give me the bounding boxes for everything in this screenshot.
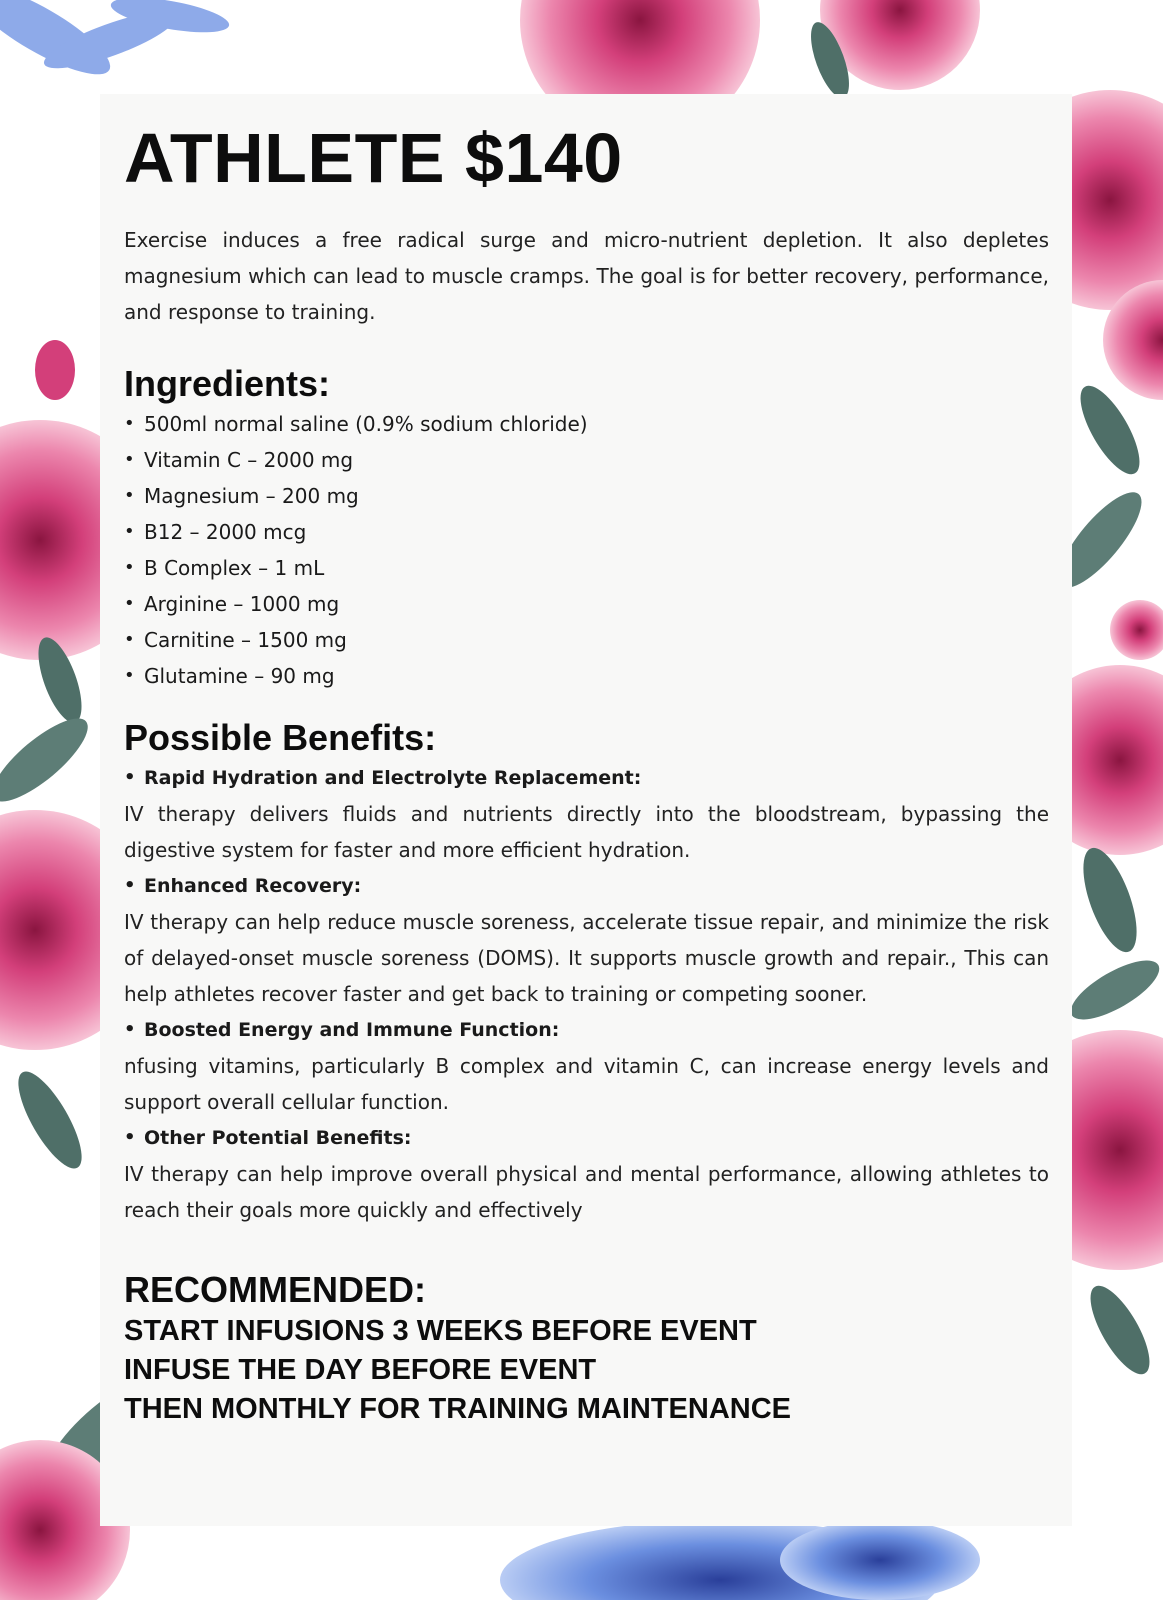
benefits-heading: Possible Benefits: — [124, 717, 437, 758]
recommended-line: THEN MONTHLY FOR TRAINING MAINTENANCE — [124, 1393, 791, 1425]
ingredient-item: • Glutamine – 90 mg — [124, 658, 1049, 694]
blue-leaf-cluster-top-left — [0, 0, 232, 89]
ingredient-item: • 500ml normal saline (0.9% sodium chloride) — [124, 406, 1049, 442]
ingredient-item: • Carnitine – 1500 mg — [124, 622, 1049, 658]
benefit-title: • Other Potential Benefits: — [124, 1120, 1049, 1156]
blue-flower-bottom — [500, 1520, 980, 1600]
ingredient-item: • Magnesium – 200 mg — [124, 478, 1049, 514]
benefit-text: IV therapy delivers fluids and nutrients directly into the bloodstream, bypassing the digestive system for faster and more efficient hydration. — [124, 802, 1049, 862]
ingredients-list — [124, 406, 1049, 694]
page-title: ATHLETE $140 — [124, 119, 623, 197]
benefit-title: • Enhanced Recovery: — [124, 868, 1049, 904]
recommended-line: INFUSE THE DAY BEFORE EVENT — [124, 1354, 597, 1386]
benefit-text: nfusing vitamins, particularly B complex and vitamin C, can increase energy levels and support overall cellular function. — [124, 1054, 1049, 1114]
benefit-title: • Rapid Hydration and Electrolyte Replacement: — [124, 760, 1049, 796]
ingredient-item: • Arginine – 1000 mg — [124, 586, 1049, 622]
benefit-text: IV therapy can help improve overall physical and mental performance, allowing athletes to reach their goals more quickly and effectively — [124, 1162, 1049, 1222]
benefits-list — [124, 760, 1049, 1228]
benefit-title: • Boosted Energy and Immune Function: — [124, 1012, 1049, 1048]
recommended-heading: RECOMMENDED: — [124, 1269, 426, 1310]
ingredients-heading: Ingredients: — [124, 363, 331, 404]
ingredient-item: • B Complex – 1 mL — [124, 550, 1049, 586]
ingredient-item: • Vitamin C – 2000 mg — [124, 442, 1049, 478]
intro-paragraph: Exercise induces a free radical surge and micro-nutrient depletion. It also depletes magnesium which can lead to muscle cramps. The goal is for better recovery, performance, and response to training. — [124, 228, 1049, 324]
recommended-line: START INFUSIONS 3 WEEKS BEFORE EVENT — [124, 1315, 757, 1347]
main-content — [124, 118, 1049, 1429]
ingredient-item: • B12 – 2000 mcg — [124, 514, 1049, 550]
recommended-lines — [124, 1312, 1049, 1429]
benefit-text: IV therapy can help reduce muscle soreness, accelerate tissue repair, and minimize the risk of delayed-onset muscle soreness (DOMS). It supports muscle growth and repair., This can help athletes recover faster and get back to training or competing sooner. — [124, 910, 1049, 1006]
